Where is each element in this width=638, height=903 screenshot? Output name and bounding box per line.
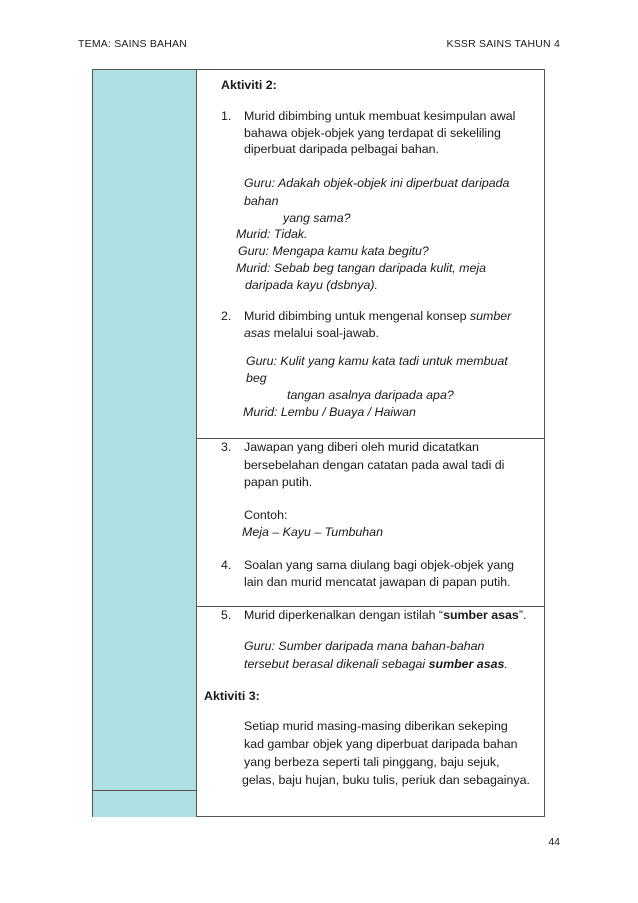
dialog-line: yang sama? xyxy=(283,211,351,225)
item4-line: Soalan yang sama diulang bagi objek-objek yang xyxy=(244,558,515,572)
item2-line: Murid dibimbing untuk mengenal konsep sumber xyxy=(244,309,512,323)
item5-line: Murid diperkenalkan dengan istilah “sumber asas”. xyxy=(244,608,527,622)
aktiviti3-line: kad gambar objek yang diperbuat daripada bahan xyxy=(244,737,518,751)
dialog-line: bahan xyxy=(244,194,279,208)
dialog-line: Guru: Adakah objek-objek ini diperbuat daripada xyxy=(244,176,510,190)
item3-line: papan putih. xyxy=(244,475,313,489)
dialog-line: Guru: Kulit yang kamu kata tadi untuk membuat xyxy=(246,354,508,368)
dialog-line: Murid: Sebab beg tangan daripada kulit, meja xyxy=(236,261,487,275)
dialog-line: Murid: Tidak. xyxy=(236,227,308,241)
aktiviti3-line: Setiap murid masing-masing diberikan sekeping xyxy=(244,719,508,733)
item1-line: Murid dibimbing untuk membuat kesimpulan awal xyxy=(244,109,516,123)
item1-number: 1. xyxy=(221,109,232,123)
dialog-line: tangan asalnya daripada apa? xyxy=(287,388,454,402)
dialog-line: beg xyxy=(246,371,267,385)
aktiviti3-title: Aktiviti 3: xyxy=(204,689,260,703)
dialog-line: tersebut berasal dikenali sebagai sumber asas. xyxy=(244,657,508,671)
aktiviti2-title: Aktiviti 2: xyxy=(221,78,277,92)
lesson-table xyxy=(92,69,545,817)
left-cell-shaded xyxy=(93,70,196,790)
item3-line: Jawapan yang diberi oleh murid dicatatkan xyxy=(244,440,479,454)
left-cell-shaded-bottom xyxy=(93,790,196,817)
example-label: Contoh: xyxy=(244,508,288,522)
item2-line: asas melalui soal-jawab. xyxy=(244,326,379,340)
header-theme: TEMA: SAINS BAHAN xyxy=(78,38,188,50)
item4-number: 4. xyxy=(221,558,232,572)
aktiviti3-line: yang berbeza seperti tali pinggang, baju sejuk, xyxy=(244,755,500,769)
dialog-line: daripada kayu (dsbnya). xyxy=(245,278,378,292)
page-number: 44 xyxy=(548,836,560,848)
item2-number: 2. xyxy=(221,309,232,323)
dialog-line: Guru: Sumber daripada mana bahan-bahan xyxy=(244,639,485,653)
item4-line: lain dan murid mencatat jawapan di papan putih. xyxy=(244,575,511,589)
dialog-line: Guru: Mengapa kamu kata begitu? xyxy=(238,244,429,258)
example-text: Meja – Kayu – Tumbuhan xyxy=(242,525,383,539)
aktiviti3-line: gelas, baju hujan, buku tulis, periuk dan sebagainya. xyxy=(242,773,530,787)
item1-line: bahawa objek-objek yang terdapat di sekeliling xyxy=(244,126,501,140)
dialog-line: Murid: Lembu / Buaya / Haiwan xyxy=(243,405,416,419)
left-column xyxy=(93,70,197,816)
header-curriculum: KSSR SAINS TAHUN 4 xyxy=(446,38,560,50)
item5-number: 5. xyxy=(221,608,232,622)
item3-number: 3. xyxy=(221,440,232,454)
item3-line: bersebelahan dengan catatan pada awal tadi di xyxy=(244,458,505,472)
item1-line: diperbuat daripada pelbagai bahan. xyxy=(244,142,439,156)
